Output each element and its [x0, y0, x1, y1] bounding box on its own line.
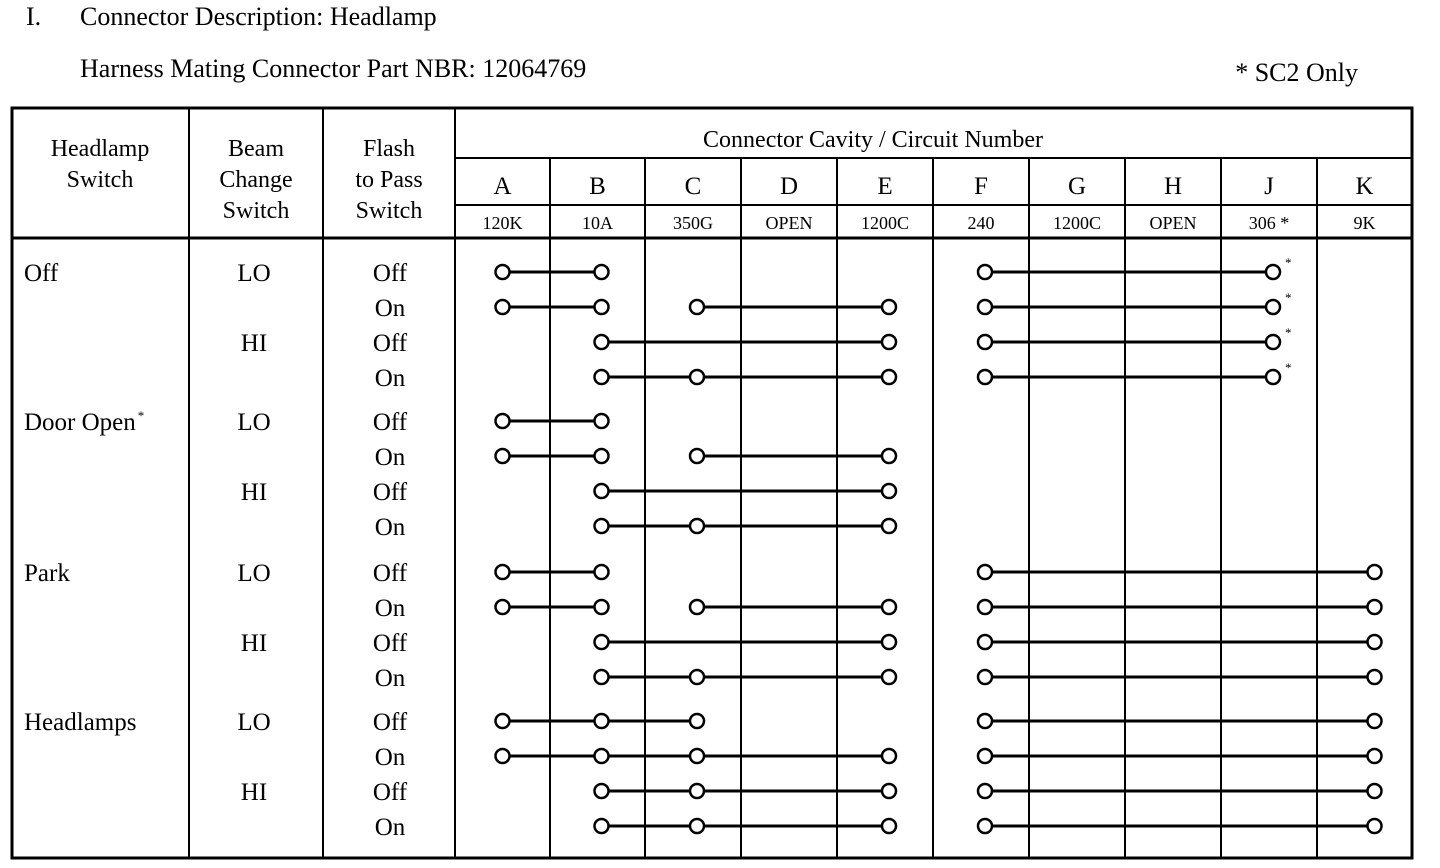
flash-position: Off	[372, 409, 408, 436]
headlamp-switch-position: Headlamps	[24, 709, 137, 736]
headlamp-switch-header: Switch	[66, 167, 134, 193]
continuity-node	[690, 819, 704, 833]
continuity-node	[882, 519, 896, 533]
footnote-marker: *	[137, 408, 145, 423]
continuity-node	[690, 519, 704, 533]
continuity-node	[595, 819, 609, 833]
flash-position: On	[374, 814, 406, 841]
cavity-letter: D	[779, 173, 799, 200]
continuity-node	[595, 265, 609, 279]
cavity-letter: C	[684, 173, 702, 200]
continuity-node	[595, 335, 609, 349]
beam-position: LO	[237, 560, 271, 587]
cavity-letter: E	[877, 173, 893, 200]
cavity-letter: G	[1067, 173, 1087, 200]
continuity-node	[595, 714, 609, 728]
continuity-node	[690, 600, 704, 614]
cavity-letter: F	[974, 173, 988, 200]
continuity-node	[1266, 300, 1280, 314]
continuity-node	[595, 784, 609, 798]
continuity-node	[882, 600, 896, 614]
beam-position: HI	[240, 779, 268, 806]
continuity-node	[978, 714, 992, 728]
continuity-node	[595, 600, 609, 614]
continuity-node	[882, 635, 896, 649]
cavity-letter: J	[1264, 173, 1274, 200]
flash-position: On	[374, 295, 406, 322]
harness-part-number: Harness Mating Connector Part NBR: 12064769	[80, 54, 587, 83]
section-number: I.	[26, 2, 42, 31]
headlamp-switch-position: Door Open	[24, 409, 136, 436]
continuity-node	[978, 265, 992, 279]
beam-change-switch-header: Switch	[222, 198, 290, 224]
beam-position: LO	[237, 709, 271, 736]
flash-position: Off	[372, 560, 408, 587]
continuity-node	[978, 635, 992, 649]
flash-position: Off	[372, 479, 408, 506]
continuity-node	[1266, 370, 1280, 384]
continuity-node	[978, 600, 992, 614]
beam-change-switch-header: Change	[219, 167, 293, 193]
continuity-node	[882, 670, 896, 684]
beam-position: LO	[237, 260, 271, 287]
continuity-node	[595, 670, 609, 684]
continuity-node	[496, 265, 510, 279]
continuity-node	[690, 300, 704, 314]
circuit-number: 1200C	[1052, 213, 1102, 233]
circuit-number: 1200C	[860, 213, 910, 233]
flash-position: Off	[372, 330, 408, 357]
beam-position: HI	[240, 479, 268, 506]
flash-position: On	[374, 595, 406, 622]
flash-position: Off	[372, 630, 408, 657]
continuity-node	[595, 565, 609, 579]
continuity-node	[1368, 670, 1382, 684]
table-rows	[24, 260, 408, 841]
continuity-node	[595, 370, 609, 384]
continuity-node	[595, 749, 609, 763]
continuity-node	[496, 449, 510, 463]
continuity-node	[882, 370, 896, 384]
continuity-node	[978, 670, 992, 684]
sc2-marker: *	[1285, 255, 1292, 270]
headlamp-switch-position: Off	[24, 260, 59, 287]
continuity-node	[978, 335, 992, 349]
circuit-number: 240	[967, 213, 995, 233]
continuity-node	[1368, 714, 1382, 728]
flash-to-pass-header: Switch	[355, 198, 423, 224]
continuity-node	[690, 714, 704, 728]
continuity-node	[882, 784, 896, 798]
continuity-node	[978, 784, 992, 798]
continuity-node	[690, 749, 704, 763]
sc2-marker: *	[1285, 360, 1292, 375]
flash-position: On	[374, 444, 406, 471]
circuit-number: 350G	[673, 213, 713, 233]
continuity-node	[1368, 749, 1382, 763]
continuity-node	[1368, 600, 1382, 614]
cavity-letter: B	[589, 173, 606, 200]
continuity-node	[595, 414, 609, 428]
circuit-number: OPEN	[765, 213, 813, 233]
cavity-letter: A	[493, 173, 512, 200]
flash-to-pass-header: Flash	[362, 136, 416, 162]
table-headers	[51, 127, 1376, 233]
headlamp-switch-header: Headlamp	[50, 136, 150, 162]
continuity-node	[978, 370, 992, 384]
continuity-node	[882, 335, 896, 349]
flash-position: On	[374, 665, 406, 692]
continuity-node	[882, 484, 896, 498]
beam-position: LO	[237, 409, 271, 436]
connector-description: Connector Description: Headlamp	[80, 2, 437, 31]
continuity-node	[690, 670, 704, 684]
continuity-node	[978, 565, 992, 579]
cavity-letter: H	[1163, 173, 1183, 200]
flash-position: Off	[372, 779, 408, 806]
circuit-number: 9K	[1353, 213, 1376, 233]
continuity-node	[496, 749, 510, 763]
continuity-node	[978, 300, 992, 314]
continuity-node	[595, 484, 609, 498]
beam-change-switch-header: Beam	[228, 136, 284, 162]
continuity-node	[595, 449, 609, 463]
continuity-node	[595, 635, 609, 649]
continuity-node	[1266, 265, 1280, 279]
continuity-node	[690, 784, 704, 798]
continuity-node	[1368, 565, 1382, 579]
continuity-node	[882, 300, 896, 314]
sc2-marker: *	[1285, 290, 1292, 305]
beam-position: HI	[240, 630, 268, 657]
continuity-node	[1266, 335, 1280, 349]
continuity-node	[978, 749, 992, 763]
flash-to-pass-header: to Pass	[355, 167, 423, 193]
circuit-number: OPEN	[1149, 213, 1197, 233]
flash-position: Off	[372, 709, 408, 736]
circuit-number: 10A	[582, 213, 613, 233]
continuity-node	[978, 819, 992, 833]
continuity-node	[690, 449, 704, 463]
headlamp-switch-position: Park	[24, 560, 70, 587]
flash-position: On	[374, 514, 406, 541]
continuity-node	[496, 300, 510, 314]
continuity-node	[496, 565, 510, 579]
continuity-node	[1368, 635, 1382, 649]
cavity-letter: K	[1355, 173, 1374, 200]
beam-position: HI	[240, 330, 268, 357]
circuit-number: 120K	[482, 213, 523, 233]
circuit-number: 306 *	[1248, 213, 1290, 233]
continuity-node	[882, 449, 896, 463]
flash-position: Off	[372, 260, 408, 287]
connector-cavity-header: Connector Cavity / Circuit Number	[703, 127, 1043, 153]
continuity-diagram	[496, 255, 1382, 833]
continuity-node	[1368, 784, 1382, 798]
sc2-only-note: * SC2 Only	[1235, 58, 1358, 87]
continuity-node	[882, 749, 896, 763]
flash-position: On	[374, 365, 406, 392]
flash-position: On	[374, 744, 406, 771]
continuity-node	[496, 414, 510, 428]
continuity-node	[690, 370, 704, 384]
continuity-node	[496, 600, 510, 614]
continuity-node	[496, 714, 510, 728]
continuity-node	[595, 300, 609, 314]
continuity-node	[882, 819, 896, 833]
continuity-node	[1368, 819, 1382, 833]
continuity-node	[595, 519, 609, 533]
sc2-marker: *	[1285, 325, 1292, 340]
